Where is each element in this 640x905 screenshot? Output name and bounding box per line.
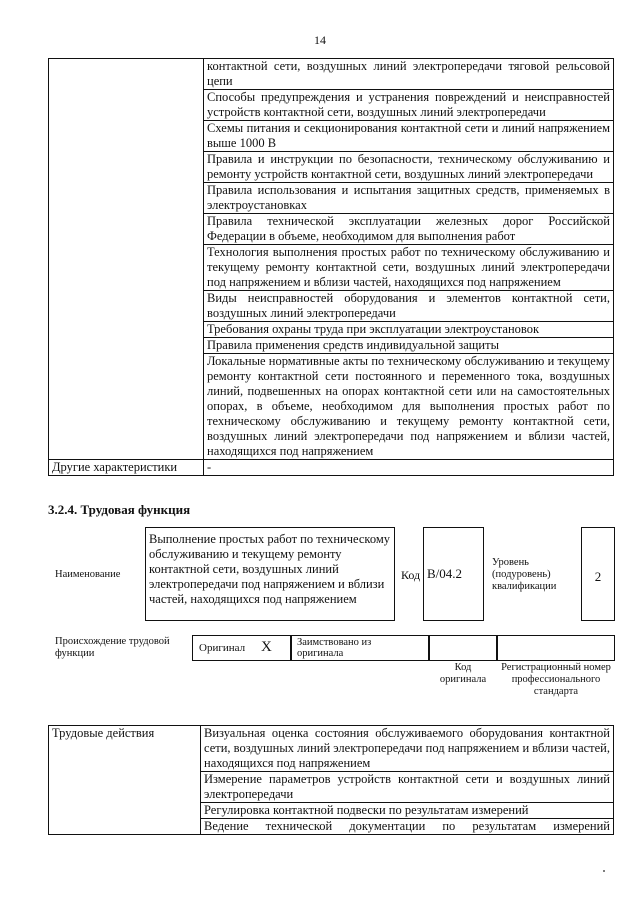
function-name-box [145, 527, 395, 621]
level-box [581, 527, 615, 621]
knowledge-table [48, 58, 614, 476]
table-row: Способы предупреждения и устранения повреждений и неисправностей устройств контактной сети, воздушных линий электропередачи [204, 90, 614, 121]
table-row: Правила использования и испытания защитных средств, применяемых в электроустановках [204, 183, 614, 214]
table-row: Виды неисправностей оборудования и элементов контактной сети, воздушных линий электропередачи [204, 291, 614, 322]
original-code-cell [428, 635, 498, 661]
other-characteristics-value: - [204, 460, 614, 476]
registration-number-caption: Регистрационный номер профессионального стандарта [501, 662, 611, 697]
table-row: Регулировка контактной подвески по результатам измерений [201, 803, 614, 819]
table-cell-empty [49, 59, 204, 460]
origin-label: Происхождение трудовой функции [55, 636, 170, 659]
table-row: Правила технической эксплуатации железных дорог Российской Федерации в объеме, необходимом для выполнения работ [204, 214, 614, 245]
original-cell [192, 635, 292, 661]
borrowed-cell [290, 635, 430, 661]
table-row: Ведение технической документации по результатам измерений [201, 819, 614, 835]
section-title: 3.2.4. Трудовая функция [48, 502, 191, 517]
table-row: Локальные нормативные акты по техническому обслуживанию и текущему ремонту контактной сети постоянного и переменного тока, воздушных линий, подвешенных на опорах контактной сети или на самостоятельных опорах, в объеме, необходимом для выполнения простых работ по техническому обслуживанию и текущему ремонту контактной сети, воздушных линий электропередачи под напряжением и вблизи частей, находящихся под напряжением [204, 354, 614, 460]
borrowed-label: Заимствовано из оригинала [297, 637, 372, 659]
table-row: Визуальная оценка состояния обслуживаемого оборудования контактной сети, воздушных линий электропередачи под напряжением и вблизи частей, находящихся под напряжением [201, 726, 614, 772]
table-row: Требования охраны труда при эксплуатации электроустановок [204, 322, 614, 338]
original-label: Оригинал [199, 642, 246, 654]
level-value: 2 [594, 569, 602, 584]
name-label: Наименование [55, 569, 121, 580]
original-code-caption: Код оригинала [439, 662, 487, 685]
original-mark: X [261, 639, 272, 655]
page-number: 14 [314, 33, 326, 47]
function-name: Выполнение простых работ по техническому обслуживанию и текущему ремонту контактной сети, воздушных линий электропередачи под напряжением и вблизи частей, находящихся под напряжением [149, 532, 390, 606]
labor-actions-label: Трудовые действия [49, 726, 201, 835]
table-row: Технология выполнения простых работ по техническому обслуживанию и текущему ремонту контактной сети, воздушных линий электропередачи под напряжением и вблизи частей, находящихся под напряжением [204, 245, 614, 291]
table-row: Правила и инструкции по безопасности, техническому обслуживанию и ремонту устройств контактной сети, воздушных линий электропередачи [204, 152, 614, 183]
code-box [423, 527, 484, 621]
labor-actions-table [48, 725, 614, 835]
code-label: Код [401, 568, 421, 582]
scan-speck [603, 870, 605, 872]
table-row: Правила применения средств индивидуальной защиты [204, 338, 614, 354]
table-row: Измерение параметров устройств контактной сети и воздушных линий электропередачи [201, 772, 614, 803]
table-row: контактной сети, воздушных линий электропередачи тяговой рельсовой цепи [204, 59, 614, 90]
level-label: Уровень (подуровень) квалификации [492, 557, 557, 592]
other-characteristics-label: Другие характеристики [49, 460, 204, 476]
code-value: B/04.2 [427, 566, 463, 581]
registration-number-cell [496, 635, 615, 661]
table-row: Схемы питания и секционирования контактной сети и линий напряжением выше 1000 В [204, 121, 614, 152]
